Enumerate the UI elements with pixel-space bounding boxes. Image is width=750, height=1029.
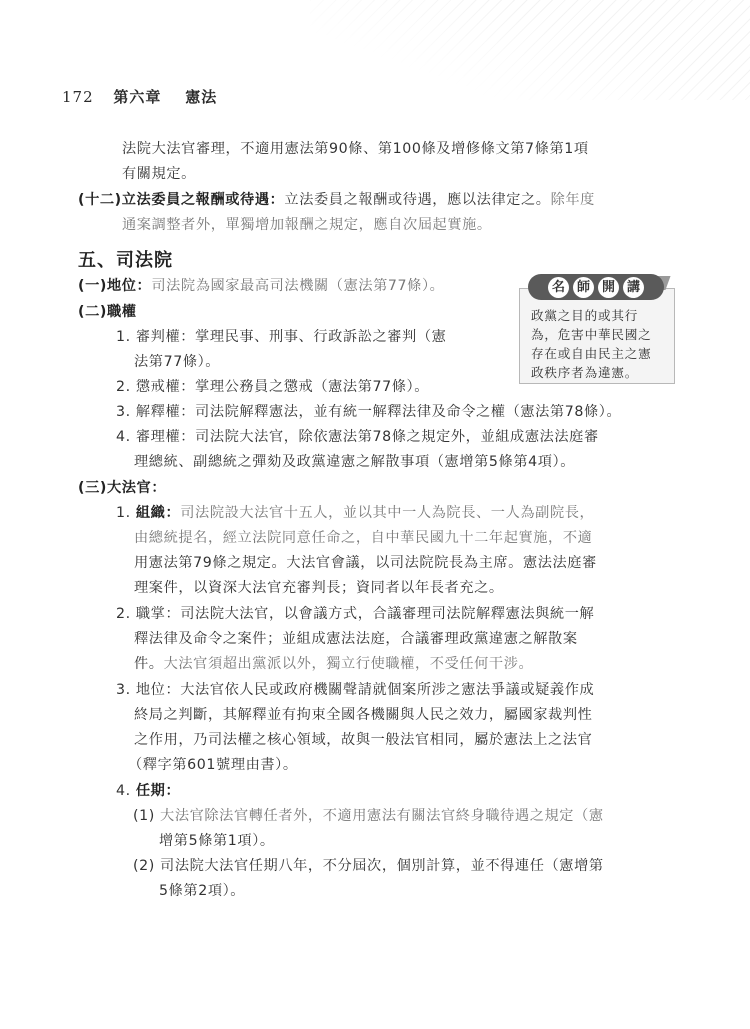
sidebar-line-1: 政黨之目的或其行 — [531, 308, 639, 323]
s2-item-3-line-1 — [116, 399, 621, 425]
s3-duty-line-1 — [116, 601, 594, 627]
s2-item-1-text: 審判權：掌理民事、刑事、行政訴訟之審判（憲 — [135, 329, 447, 345]
s1-line — [78, 273, 444, 299]
s3-status-text-1: 地位：大法官依人民或政府機關聲請就個案所涉之憲法爭議或疑義作成 — [135, 682, 595, 698]
sidebar-line-3: 存在或自由民主之憲 — [531, 346, 652, 361]
chapter-label: 第六章 — [113, 88, 162, 106]
s3-term-2-line-1 — [133, 853, 604, 879]
s2-item-3-num: 3. — [116, 404, 131, 420]
s3-term-2-text-1: 司法院大法官任期八年，不分屆次，個別計算，並不得連任（憲增第 — [160, 858, 604, 874]
s2-item-4-num: 4. — [116, 429, 131, 445]
s2-item-4-text: 審理權：司法院大法官，除依憲法第78條之規定外，並組成憲法法庭審 — [135, 429, 599, 445]
s3-status-line-4: （釋字第601號理由書）。 — [128, 757, 298, 773]
s2-item-2-text: 懲戒權：掌理公務員之懲戒（憲法第77條）。 — [135, 379, 429, 395]
s2-item-1-line-2: 法第77條）。 — [134, 354, 221, 370]
s3-term-2-num: (2) — [133, 858, 155, 874]
s3-duty-text-3a: 件。 — [134, 656, 164, 672]
s3-duty-text-1: 職掌：司法院大法官，以會議方式，合議審理司法院解釋憲法與統一解 — [135, 606, 595, 622]
s1-text: 司法院為國家最高司法機關（憲法第77條）。 — [151, 278, 445, 294]
s1-label: (一)地位： — [78, 278, 152, 294]
intro-line-1: 法院大法官審理，不適用憲法第90條、第100條及增修條文第7條第1項 — [122, 141, 589, 157]
s3-term-2-line-2: 5條第2項）。 — [159, 883, 246, 899]
sidebar-title-char-3: 開 — [598, 277, 619, 298]
s3-org-label: 組織： — [135, 505, 181, 521]
section-heading: 五、司法院 — [78, 250, 173, 271]
s3-duty-text-3b: 大法官須超出黨派以外，獨立行使職權，不受任何干涉。 — [163, 656, 534, 672]
sidebar-title — [528, 274, 664, 300]
sidebar-line-2: 為，危害中華民國之 — [531, 327, 652, 342]
page-header — [62, 86, 217, 107]
s2-item-1-num: 1. — [116, 329, 131, 345]
s3-term-label: 任期： — [135, 783, 181, 799]
item12-text-1: 立法委員之報酬或待遇，應以法律定之。 — [284, 192, 551, 208]
s3-duty-num: 2. — [116, 606, 131, 622]
s2-item-3-text: 解釋權：司法院解釋憲法，並有統一解釋法律及命令之權（憲法第78條）。 — [135, 404, 622, 420]
s2-item-2-num: 2. — [116, 379, 131, 395]
item12-text-2: 除年度 — [550, 192, 595, 208]
item12-line-2: 通案調整者外，單獨增加報酬之規定，應自次屆起實施。 — [122, 217, 492, 233]
sidebar-title-char-1: 名 — [548, 277, 569, 298]
s3-org-line-3: 用憲法第79條之規定。大法官會議，以司法院院長為主席。憲法法庭審 — [134, 555, 597, 571]
s2-label: (二)職權 — [78, 304, 137, 320]
s3-label: (三)大法官： — [78, 480, 167, 496]
sidebar-line-4: 政秩序者為違憲。 — [531, 365, 639, 380]
s3-term-1-line-2: 增第5條第1項）。 — [159, 833, 275, 849]
intro-line-2: 有關規定。 — [122, 166, 196, 182]
s3-org-num: 1. — [116, 505, 131, 521]
corner-fade — [290, 0, 750, 110]
s2-item-1-line-1 — [116, 324, 446, 350]
item12-line-1 — [78, 187, 595, 213]
s3-org-line-1 — [116, 500, 594, 526]
s3-term-1-text-1: 大法官除法官轉任者外，不適用憲法有關法官終身職待遇之規定（憲 — [160, 808, 604, 824]
s3-duty-line-2: 釋法律及命令之案件；並組成憲法法庭，合議審理政黨違憲之解散案 — [134, 631, 578, 647]
s2-item-2-line-1 — [116, 374, 429, 400]
s3-term-num: 4. — [116, 783, 131, 799]
s3-status-line-1 — [116, 677, 594, 703]
s3-term-1-line-1 — [133, 803, 604, 829]
sidebar-text — [531, 306, 671, 382]
s3-term-1-num: (1) — [133, 808, 155, 824]
s3-status-num: 3. — [116, 682, 131, 698]
s3-status-line-3: 之作用，乃司法權之核心領域，故與一般法官相同，屬於憲法上之法官 — [134, 732, 593, 748]
chapter-title: 憲法 — [185, 88, 218, 106]
page-number: 172 — [62, 88, 94, 106]
s3-status-line-2: 終局之判斷，其解釋並有拘束全國各機關與人民之效力，屬國家裁判性 — [134, 707, 593, 723]
s3-duty-line-3 — [134, 651, 533, 677]
sidebar-title-char-4: 講 — [623, 277, 644, 298]
s2-item-4-line-2: 理總統、副總統之彈劾及政黨違憲之解散事項（憲增第5條第4項）。 — [134, 454, 575, 470]
item12-label: (十二)立法委員之報酬或待遇： — [78, 192, 285, 208]
s3-term-heading — [116, 778, 180, 804]
sidebar-title-char-2: 師 — [573, 277, 594, 298]
s3-org-line-4: 理案件，以資深大法官充審判長；資同者以年長者充之。 — [134, 580, 504, 596]
s2-item-4-line-1 — [116, 424, 599, 450]
s3-org-text-1: 司法院設大法官十五人，並以其中一人為院長、一人為副院長， — [180, 505, 595, 521]
s3-org-line-2: 由總統提名，經立法院同意任命之，自中華民國九十二年起實施，不適 — [134, 530, 593, 546]
